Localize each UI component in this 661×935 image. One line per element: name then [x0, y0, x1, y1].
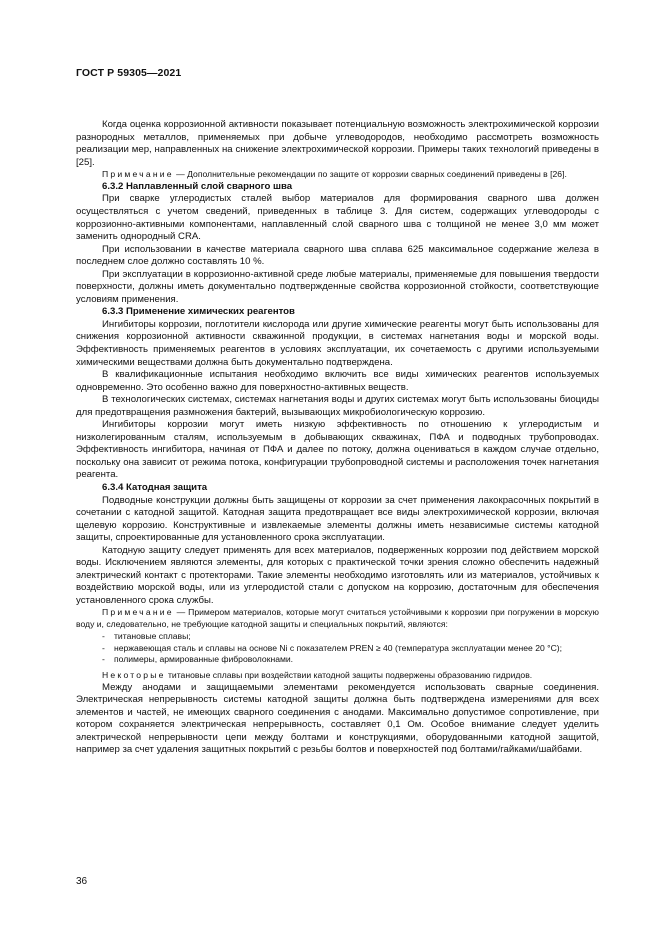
note-list: [76, 631, 599, 666]
document-header: ГОСТ Р 59305—2021: [76, 67, 182, 79]
paragraph: При сварке углеродистых сталей выбор материалов для формирования сварного шва должен осуществляться с учетом сведений, приведенных в таблице 3. Для систем, содержащих углеводороды с коррозионно-активными компонентами, наплавленный слой сварного шва с толщиной не менее 3,0 мм может заменить однородный CRA.: [76, 193, 599, 243]
paragraph: Ингибиторы коррозии могут иметь низкую эффективность по отношению к углеродистым и низколегированным сталям, используемым в добывающих скважинах, ПФА и подводных трубопроводах. Эффективность ингибитора, начиная от ПФА и далее по потоку, должна оцениваться в каждом случае отдельно, поскольку она зависит от режима потока, конфигурации трубопроводной системы и расположения точек нагнетания реагента.: [76, 419, 599, 481]
paragraph: В квалификационные испытания необходимо включить все виды химических реагентов используемых одновременно. Это особенно важно для поверхностно-активных веществ.: [76, 369, 599, 393]
paragraph: В технологических системах, системах нагнетания воды и других системах могут быть использованы биоциды для предотвращения размножения бактерий, вызывающих микробиологическую коррозию.: [76, 394, 599, 418]
list-item: - титановые сплавы;: [102, 630, 191, 641]
note-label: Примечание: [102, 607, 174, 618]
note-label: Некоторые: [102, 670, 166, 680]
note-continuation: [76, 670, 599, 682]
dash-bullet: -: [102, 642, 105, 653]
note: [76, 607, 599, 630]
note-text: — Примером материалов, которые могут считаться устойчивыми к коррозии при погружении в морскую воду и, следовательно, не требующие катодной защиты и специальных покрытий, являются:: [76, 607, 599, 630]
paragraph: При использовании в качестве материала сварного шва сплава 625 максимальное содержание железа в последнем слое должно составлять 10 %.: [76, 243, 599, 268]
paragraph: Когда оценка коррозионной активности показывает потенциальную возможность электрохимической коррозии разнородных металлов, применяемых при добыче углеводородов, необходимо рассмотреть возможность реализации мер, направленных на снижение электрохимической коррозии. Примеры таких технологий приведены в [25].: [76, 119, 599, 168]
page-body: [76, 119, 599, 757]
paragraph: Между анодами и защищаемыми элементами рекомендуется использовать сварные соединения. Электрическая непрерывность системы катодной защиты должна быть подтверждена измерениями для всех элементов и частей, не имеющих сварного соединения с анодами. Максимально допустимое сопротивление, при котором сохраняется электрическая непрерывность, составляет 0,1 Ом. Особое внимание следует уделить электрической непрерывности цепи между болтами и конструкциями, оборудованными катодной защитой, например за счет удаления защитных покрытий с резьбы болтов и поверхностей под болтами/гайками/шайбами.: [76, 681, 599, 756]
note-text: — Дополнительные рекомендации по защите от коррозии сварных соединений приведены в [26].: [173, 169, 567, 180]
paragraph: Ингибиторы коррозии, поглотители кислорода или другие химические реагенты могут быть использованы для снижения коррозионной активности скважинной продукции, в системах нагнетания воды и морской воды. Эффективность применяемых реагентов в условиях эксплуатации, их сочетаемость с другими используемыми химическими веществами должна быть документально подтверждена.: [76, 318, 599, 368]
paragraph: При эксплуатации в коррозионно-активной среде любые материалы, применяемые для повышения твердости поверхности, должны иметь документально подтвержденные свойства коррозионной стойкости, соответствующие условиям применения.: [76, 268, 599, 305]
dash-bullet: -: [102, 654, 105, 665]
section-heading-6-3-4: 6.3.4 Катодная защита: [102, 482, 208, 494]
paragraph: Подводные конструкции должны быть защищены от коррозии за счет применения лакокрасочных покрытий в сочетании с катодной защитой. Катодная защита предотвращает все виды электрохимической коррозии, включая щелевую коррозию. Конструктивные и извлекаемые элементы должны иметь независимые системы катодной защиты, спроектированные для установленного срока эксплуатации.: [76, 494, 599, 544]
section-heading-6-3-3: 6.3.3 Применение химических реагентов: [102, 306, 295, 318]
note-label: Примечание: [102, 169, 174, 180]
paragraph: Катодную защиту следует применять для всех материалов, подверженных коррозии под действием морской воды. Исключением являются элементы, для которых с практической точки зрения сложно обеспечить надежный электрический контакт с протекторами. Такие элементы необходимо изготовлять или из материалов, устойчивых к воздействию морской воды, или из углеродистой стали с допуском на коррозию, достаточным для обеспечения установленного срока службы.: [76, 544, 599, 606]
list-item: - нержавеющая сталь и сплавы на основе Ni с показателем PREN ≥ 40 (температура эксплуатации менее 20 °С);: [102, 642, 563, 653]
dash-bullet: -: [102, 630, 105, 641]
note: [76, 169, 599, 181]
list-item: - полимеры, армированные фиброволокнами.: [102, 654, 294, 665]
note-text: титановые сплавы при воздействии катодной защиты подвержены образованию гидридов.: [165, 670, 533, 680]
page-number: 36: [76, 876, 88, 887]
section-heading-6-3-2: 6.3.2 Наплавленный слой сварного шва: [102, 180, 293, 192]
